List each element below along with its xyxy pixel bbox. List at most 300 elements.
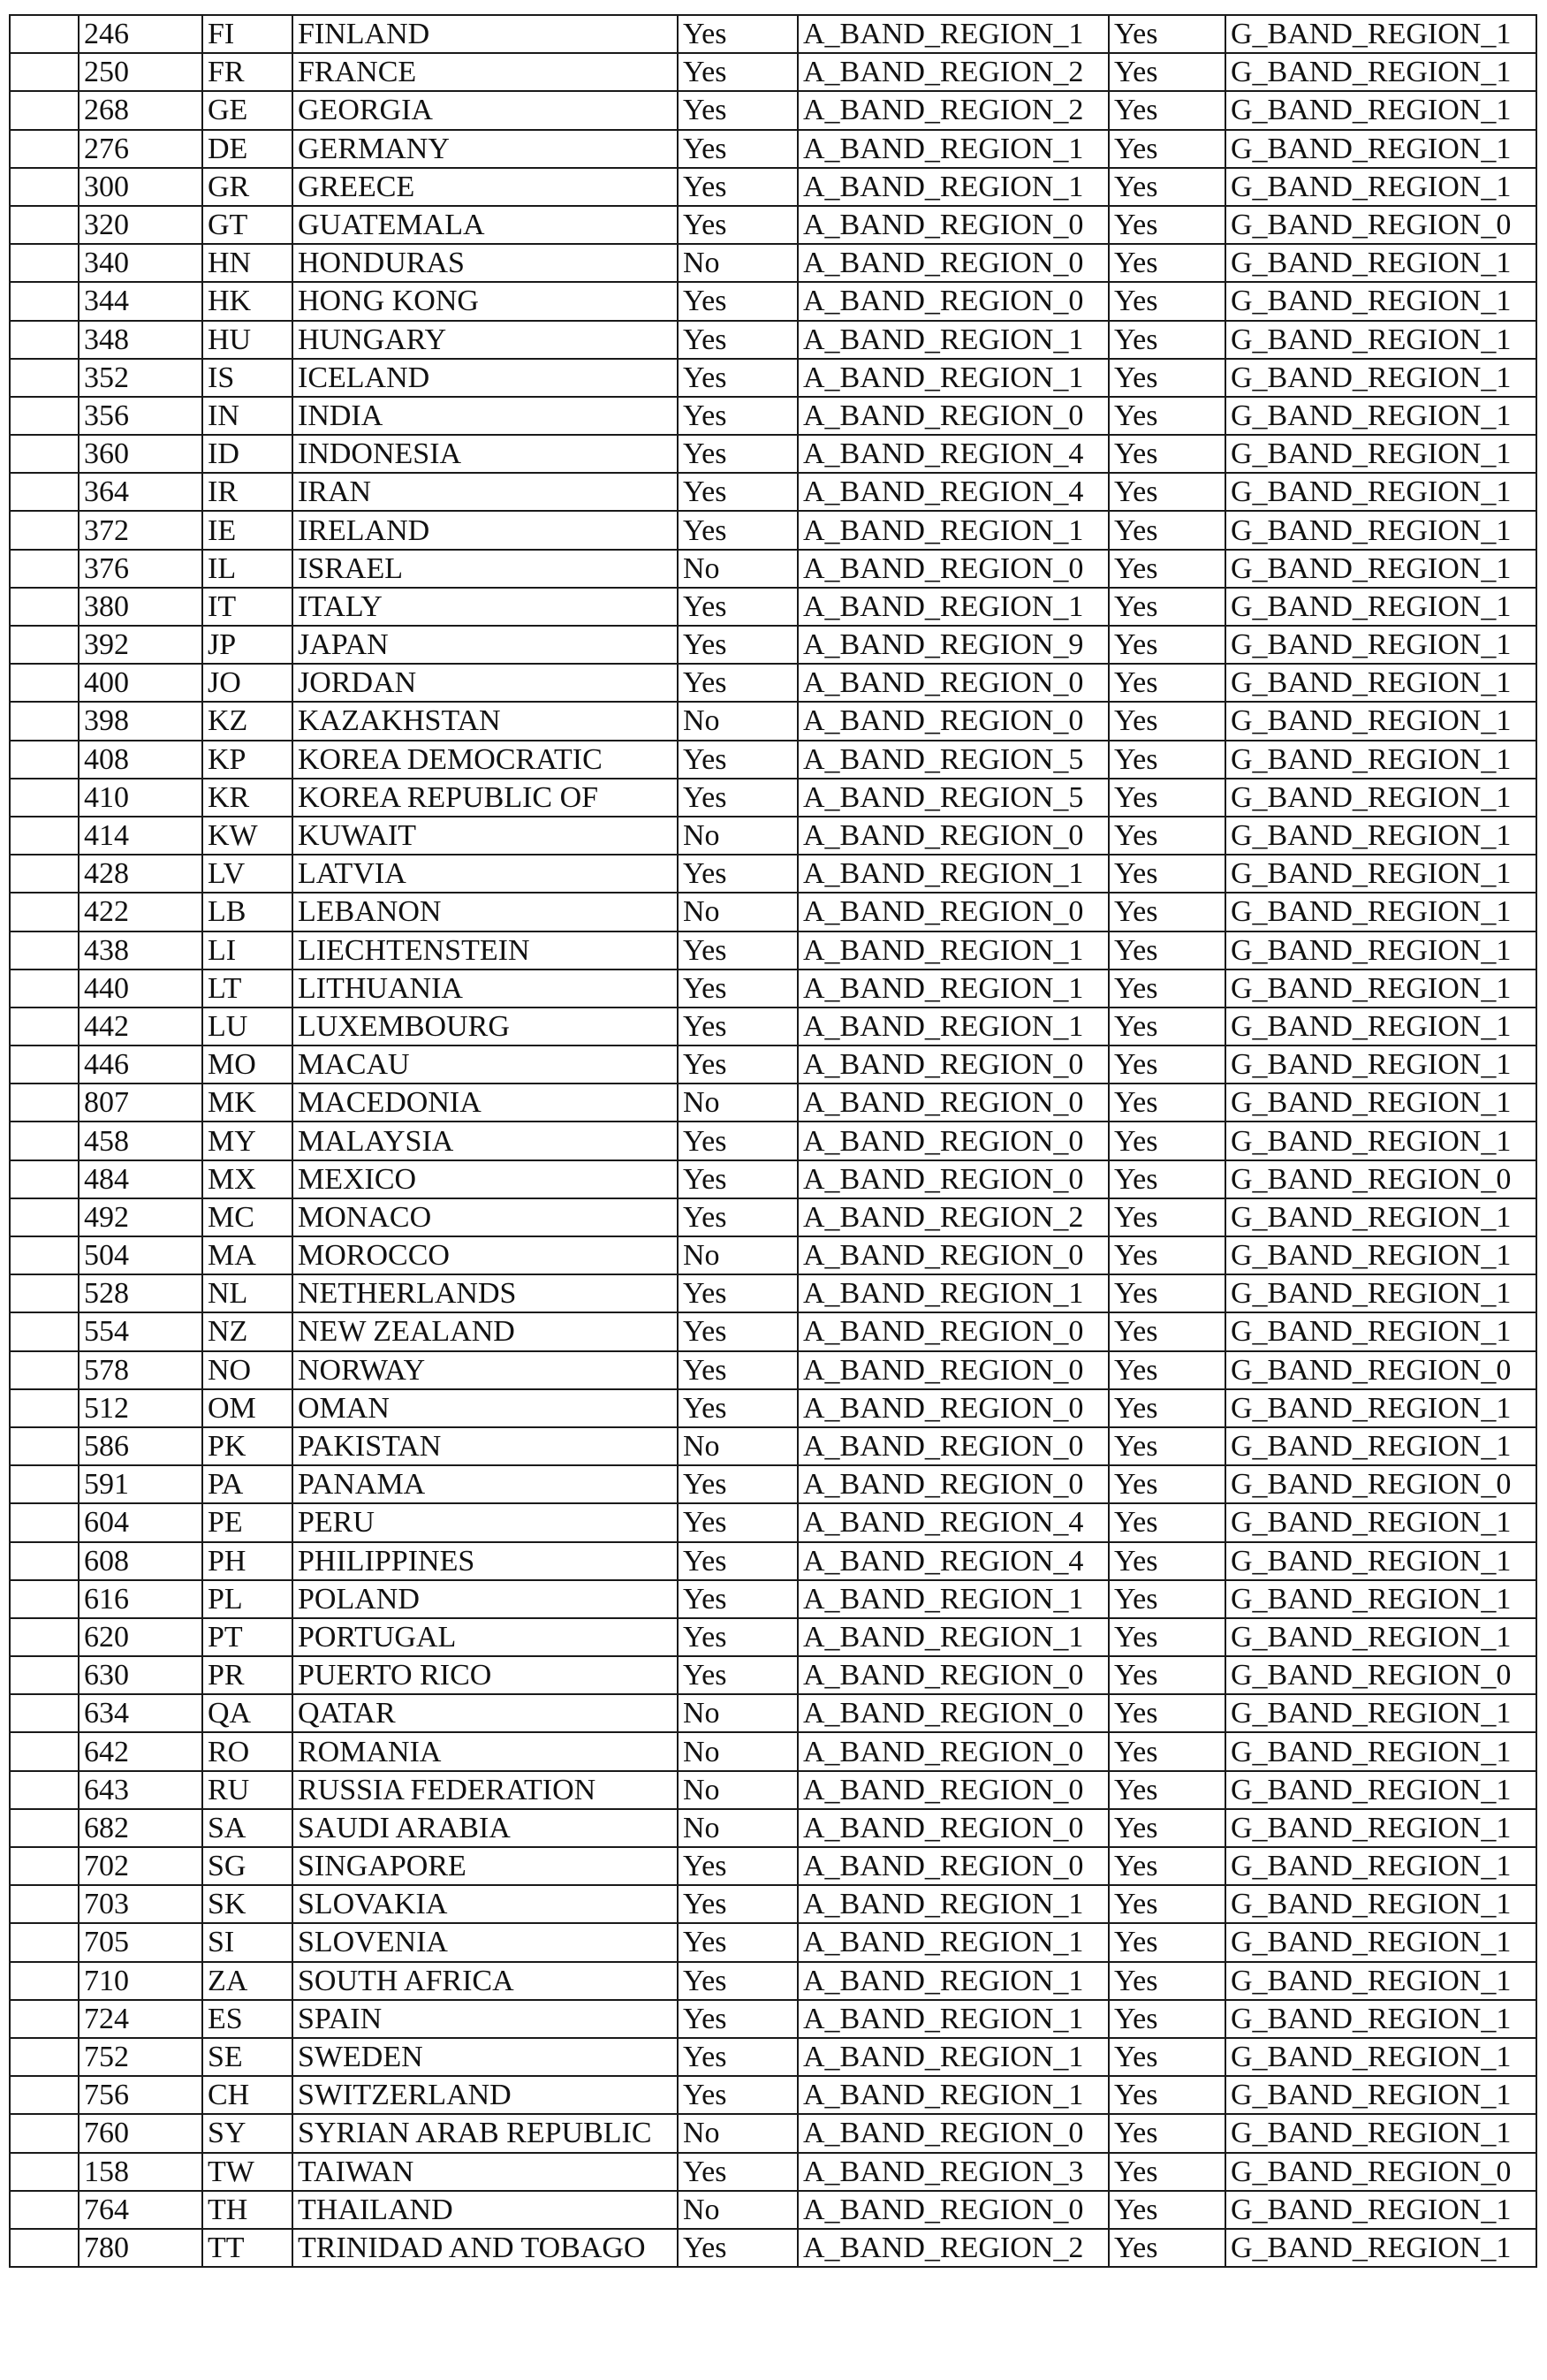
iso-code-cell: RO — [202, 1732, 292, 1770]
a-band-region-cell: A_BAND_REGION_5 — [798, 779, 1109, 817]
g-band-region-cell: G_BAND_REGION_1 — [1225, 1923, 1536, 1961]
g-band-enabled-cell: Yes — [1109, 2153, 1225, 2191]
country-name-cell: FINLAND — [292, 15, 678, 53]
country-code-cell: 504 — [79, 1236, 202, 1274]
a-band-region-cell: A_BAND_REGION_0 — [798, 1694, 1109, 1732]
blank-cell — [10, 1122, 79, 1160]
g-band-region-cell: G_BAND_REGION_1 — [1225, 1847, 1536, 1885]
g-band-enabled-cell: Yes — [1109, 1962, 1225, 2000]
iso-code-cell: TT — [202, 2229, 292, 2267]
country-code-cell: 780 — [79, 2229, 202, 2267]
g-band-enabled-cell: Yes — [1109, 53, 1225, 91]
country-code-cell: 360 — [79, 435, 202, 473]
a-band-enabled-cell: No — [678, 244, 798, 282]
blank-cell — [10, 702, 79, 740]
blank-cell — [10, 511, 79, 549]
a-band-enabled-cell: Yes — [678, 1198, 798, 1236]
country-name-cell: PERU — [292, 1503, 678, 1541]
iso-code-cell: TH — [202, 2191, 292, 2229]
g-band-enabled-cell: Yes — [1109, 1236, 1225, 1274]
country-code-cell: 630 — [79, 1656, 202, 1694]
g-band-region-cell: G_BAND_REGION_1 — [1225, 435, 1536, 473]
blank-cell — [10, 1847, 79, 1885]
blank-cell — [10, 1465, 79, 1503]
iso-code-cell: GR — [202, 168, 292, 206]
g-band-enabled-cell: Yes — [1109, 893, 1225, 931]
g-band-region-cell: G_BAND_REGION_0 — [1225, 1351, 1536, 1389]
iso-code-cell: SG — [202, 1847, 292, 1885]
country-code-cell: 764 — [79, 2191, 202, 2229]
g-band-enabled-cell: Yes — [1109, 2038, 1225, 2076]
country-name-cell: SWEDEN — [292, 2038, 678, 2076]
country-code-cell: 158 — [79, 2153, 202, 2191]
country-code-cell: 458 — [79, 1122, 202, 1160]
a-band-region-cell: A_BAND_REGION_1 — [798, 1618, 1109, 1656]
g-band-enabled-cell: Yes — [1109, 1160, 1225, 1198]
g-band-region-cell: G_BAND_REGION_1 — [1225, 1962, 1536, 2000]
a-band-enabled-cell: Yes — [678, 168, 798, 206]
g-band-region-cell: G_BAND_REGION_1 — [1225, 91, 1536, 129]
blank-cell — [10, 855, 79, 893]
country-name-cell: HUNGARY — [292, 321, 678, 359]
a-band-enabled-cell: Yes — [678, 15, 798, 53]
a-band-region-cell: A_BAND_REGION_0 — [798, 1465, 1109, 1503]
g-band-enabled-cell: Yes — [1109, 931, 1225, 969]
blank-cell — [10, 244, 79, 282]
a-band-region-cell: A_BAND_REGION_5 — [798, 741, 1109, 779]
g-band-region-cell: G_BAND_REGION_1 — [1225, 1389, 1536, 1427]
table-row — [10, 702, 1536, 740]
a-band-enabled-cell: Yes — [678, 2076, 798, 2114]
iso-code-cell: PK — [202, 1427, 292, 1465]
table-row — [10, 2191, 1536, 2229]
g-band-enabled-cell: Yes — [1109, 969, 1225, 1008]
blank-cell — [10, 550, 79, 588]
g-band-enabled-cell: Yes — [1109, 1465, 1225, 1503]
country-code-cell: 703 — [79, 1885, 202, 1923]
iso-code-cell: RU — [202, 1771, 292, 1809]
iso-code-cell: KP — [202, 741, 292, 779]
blank-cell — [10, 15, 79, 53]
iso-code-cell: NO — [202, 1351, 292, 1389]
g-band-enabled-cell: Yes — [1109, 664, 1225, 702]
g-band-region-cell: G_BAND_REGION_1 — [1225, 626, 1536, 664]
a-band-enabled-cell: Yes — [678, 1465, 798, 1503]
iso-code-cell: MY — [202, 1122, 292, 1160]
g-band-region-cell: G_BAND_REGION_0 — [1225, 2153, 1536, 2191]
a-band-region-cell: A_BAND_REGION_0 — [798, 1656, 1109, 1694]
a-band-enabled-cell: Yes — [678, 1351, 798, 1389]
a-band-enabled-cell: Yes — [678, 2000, 798, 2038]
iso-code-cell: IL — [202, 550, 292, 588]
country-name-cell: TAIWAN — [292, 2153, 678, 2191]
table-row — [10, 1656, 1536, 1694]
g-band-region-cell: G_BAND_REGION_1 — [1225, 2229, 1536, 2267]
table-row — [10, 2038, 1536, 2076]
a-band-enabled-cell: Yes — [678, 664, 798, 702]
country-code-cell: 446 — [79, 1046, 202, 1084]
iso-code-cell: JP — [202, 626, 292, 664]
g-band-region-cell: G_BAND_REGION_1 — [1225, 282, 1536, 320]
country-code-cell: 422 — [79, 893, 202, 931]
blank-cell — [10, 397, 79, 435]
g-band-region-cell: G_BAND_REGION_1 — [1225, 511, 1536, 549]
country-name-cell: PHILIPPINES — [292, 1542, 678, 1580]
iso-code-cell: IR — [202, 473, 292, 511]
a-band-enabled-cell: No — [678, 2114, 798, 2152]
a-band-enabled-cell: Yes — [678, 1008, 798, 1046]
a-band-region-cell: A_BAND_REGION_1 — [798, 855, 1109, 893]
country-name-cell: PAKISTAN — [292, 1427, 678, 1465]
a-band-region-cell: A_BAND_REGION_0 — [798, 244, 1109, 282]
iso-code-cell: SY — [202, 2114, 292, 2152]
g-band-region-cell: G_BAND_REGION_1 — [1225, 2191, 1536, 2229]
g-band-region-cell: G_BAND_REGION_1 — [1225, 855, 1536, 893]
country-name-cell: HONDURAS — [292, 244, 678, 282]
table-row — [10, 1198, 1536, 1236]
a-band-region-cell: A_BAND_REGION_0 — [798, 1847, 1109, 1885]
a-band-region-cell: A_BAND_REGION_1 — [798, 588, 1109, 626]
iso-code-cell: NZ — [202, 1312, 292, 1350]
country-code-cell: 348 — [79, 321, 202, 359]
a-band-region-cell: A_BAND_REGION_4 — [798, 473, 1109, 511]
country-name-cell: KAZAKHSTAN — [292, 702, 678, 740]
g-band-region-cell: G_BAND_REGION_1 — [1225, 1046, 1536, 1084]
iso-code-cell: HK — [202, 282, 292, 320]
g-band-enabled-cell: Yes — [1109, 741, 1225, 779]
a-band-region-cell: A_BAND_REGION_1 — [798, 931, 1109, 969]
a-band-enabled-cell: Yes — [678, 1923, 798, 1961]
a-band-enabled-cell: No — [678, 550, 798, 588]
a-band-region-cell: A_BAND_REGION_0 — [798, 1351, 1109, 1389]
a-band-region-cell: A_BAND_REGION_0 — [798, 1084, 1109, 1122]
a-band-enabled-cell: No — [678, 1427, 798, 1465]
table-row — [10, 1923, 1536, 1961]
blank-cell — [10, 1312, 79, 1350]
iso-code-cell: CH — [202, 2076, 292, 2114]
a-band-region-cell: A_BAND_REGION_0 — [798, 893, 1109, 931]
country-code-cell: 634 — [79, 1694, 202, 1732]
a-band-enabled-cell: Yes — [678, 855, 798, 893]
table-row — [10, 664, 1536, 702]
a-band-region-cell: A_BAND_REGION_1 — [798, 168, 1109, 206]
blank-cell — [10, 626, 79, 664]
g-band-enabled-cell: Yes — [1109, 1084, 1225, 1122]
blank-cell — [10, 969, 79, 1008]
g-band-enabled-cell: Yes — [1109, 1503, 1225, 1541]
iso-code-cell: MO — [202, 1046, 292, 1084]
a-band-region-cell: A_BAND_REGION_1 — [798, 321, 1109, 359]
a-band-region-cell: A_BAND_REGION_0 — [798, 1160, 1109, 1198]
blank-cell — [10, 1923, 79, 1961]
a-band-region-cell: A_BAND_REGION_1 — [798, 2076, 1109, 2114]
table-row — [10, 1046, 1536, 1084]
country-code-cell: 438 — [79, 931, 202, 969]
g-band-enabled-cell: Yes — [1109, 626, 1225, 664]
iso-code-cell: DE — [202, 130, 292, 168]
g-band-region-cell: G_BAND_REGION_1 — [1225, 1084, 1536, 1122]
country-code-cell: 710 — [79, 1962, 202, 2000]
iso-code-cell: SA — [202, 1809, 292, 1847]
g-band-region-cell: G_BAND_REGION_1 — [1225, 588, 1536, 626]
a-band-enabled-cell: Yes — [678, 1160, 798, 1198]
a-band-region-cell: A_BAND_REGION_1 — [798, 1580, 1109, 1618]
country-name-cell: GERMANY — [292, 130, 678, 168]
country-code-cell: 512 — [79, 1389, 202, 1427]
iso-code-cell: LU — [202, 1008, 292, 1046]
g-band-region-cell: G_BAND_REGION_1 — [1225, 1312, 1536, 1350]
country-code-cell: 724 — [79, 2000, 202, 2038]
blank-cell — [10, 2000, 79, 2038]
g-band-enabled-cell: Yes — [1109, 1198, 1225, 1236]
country-code-cell: 752 — [79, 2038, 202, 2076]
iso-code-cell: JO — [202, 664, 292, 702]
iso-code-cell: IN — [202, 397, 292, 435]
country-code-cell: 705 — [79, 1923, 202, 1961]
country-code-cell: 380 — [79, 588, 202, 626]
g-band-region-cell: G_BAND_REGION_1 — [1225, 397, 1536, 435]
table-row — [10, 1274, 1536, 1312]
country-name-cell: KUWAIT — [292, 817, 678, 855]
g-band-enabled-cell: Yes — [1109, 588, 1225, 626]
g-band-enabled-cell: Yes — [1109, 244, 1225, 282]
iso-code-cell: KR — [202, 779, 292, 817]
iso-code-cell: SE — [202, 2038, 292, 2076]
table-row — [10, 1465, 1536, 1503]
blank-cell — [10, 817, 79, 855]
country-name-cell: SLOVENIA — [292, 1923, 678, 1961]
g-band-enabled-cell: Yes — [1109, 1771, 1225, 1809]
country-name-cell: HONG KONG — [292, 282, 678, 320]
iso-code-cell: MX — [202, 1160, 292, 1198]
country-name-cell: LATVIA — [292, 855, 678, 893]
iso-code-cell: PH — [202, 1542, 292, 1580]
country-code-cell: 340 — [79, 244, 202, 282]
country-name-cell: SWITZERLAND — [292, 2076, 678, 2114]
g-band-enabled-cell: Yes — [1109, 15, 1225, 53]
a-band-enabled-cell: Yes — [678, 53, 798, 91]
iso-code-cell: LT — [202, 969, 292, 1008]
a-band-region-cell: A_BAND_REGION_1 — [798, 2038, 1109, 2076]
country-code-cell: 250 — [79, 53, 202, 91]
g-band-region-cell: G_BAND_REGION_0 — [1225, 1160, 1536, 1198]
blank-cell — [10, 1046, 79, 1084]
table-row — [10, 1312, 1536, 1350]
g-band-region-cell: G_BAND_REGION_1 — [1225, 969, 1536, 1008]
a-band-region-cell: A_BAND_REGION_0 — [798, 1312, 1109, 1350]
table-row — [10, 435, 1536, 473]
a-band-enabled-cell: Yes — [678, 1274, 798, 1312]
a-band-region-cell: A_BAND_REGION_1 — [798, 2000, 1109, 2038]
g-band-region-cell: G_BAND_REGION_1 — [1225, 1503, 1536, 1541]
g-band-enabled-cell: Yes — [1109, 206, 1225, 244]
g-band-enabled-cell: Yes — [1109, 1618, 1225, 1656]
g-band-region-cell: G_BAND_REGION_1 — [1225, 1618, 1536, 1656]
g-band-enabled-cell: Yes — [1109, 702, 1225, 740]
g-band-enabled-cell: Yes — [1109, 130, 1225, 168]
a-band-enabled-cell: Yes — [678, 321, 798, 359]
a-band-enabled-cell: Yes — [678, 1122, 798, 1160]
iso-code-cell: FR — [202, 53, 292, 91]
country-code-cell: 320 — [79, 206, 202, 244]
table-row — [10, 1732, 1536, 1770]
blank-cell — [10, 1542, 79, 1580]
a-band-enabled-cell: Yes — [678, 91, 798, 129]
a-band-region-cell: A_BAND_REGION_0 — [798, 2191, 1109, 2229]
table-row — [10, 206, 1536, 244]
country-code-cell: 300 — [79, 168, 202, 206]
country-name-cell: NORWAY — [292, 1351, 678, 1389]
iso-code-cell: HN — [202, 244, 292, 282]
a-band-region-cell: A_BAND_REGION_1 — [798, 1962, 1109, 2000]
blank-cell — [10, 931, 79, 969]
a-band-region-cell: A_BAND_REGION_0 — [798, 1809, 1109, 1847]
blank-cell — [10, 1885, 79, 1923]
country-code-cell: 807 — [79, 1084, 202, 1122]
country-code-cell: 268 — [79, 91, 202, 129]
a-band-enabled-cell: Yes — [678, 1503, 798, 1541]
country-code-cell: 528 — [79, 1274, 202, 1312]
g-band-enabled-cell: Yes — [1109, 282, 1225, 320]
blank-cell — [10, 1503, 79, 1541]
g-band-region-cell: G_BAND_REGION_1 — [1225, 1694, 1536, 1732]
country-name-cell: SYRIAN ARAB REPUBLIC — [292, 2114, 678, 2152]
iso-code-cell: PT — [202, 1618, 292, 1656]
country-code-cell: 410 — [79, 779, 202, 817]
country-code-cell: 376 — [79, 550, 202, 588]
a-band-region-cell: A_BAND_REGION_2 — [798, 91, 1109, 129]
table-row — [10, 969, 1536, 1008]
country-code-cell: 492 — [79, 1198, 202, 1236]
a-band-region-cell: A_BAND_REGION_0 — [798, 702, 1109, 740]
table-row — [10, 1084, 1536, 1122]
g-band-enabled-cell: Yes — [1109, 1847, 1225, 1885]
a-band-enabled-cell: Yes — [678, 282, 798, 320]
table-row — [10, 168, 1536, 206]
table-row — [10, 282, 1536, 320]
table-row — [10, 53, 1536, 91]
country-name-cell: ICELAND — [292, 359, 678, 397]
iso-code-cell: SK — [202, 1885, 292, 1923]
country-code-cell: 643 — [79, 1771, 202, 1809]
g-band-enabled-cell: Yes — [1109, 435, 1225, 473]
g-band-enabled-cell: Yes — [1109, 779, 1225, 817]
blank-cell — [10, 130, 79, 168]
g-band-enabled-cell: Yes — [1109, 91, 1225, 129]
blank-cell — [10, 893, 79, 931]
country-name-cell: MEXICO — [292, 1160, 678, 1198]
country-name-cell: SOUTH AFRICA — [292, 1962, 678, 2000]
a-band-region-cell: A_BAND_REGION_1 — [798, 15, 1109, 53]
blank-cell — [10, 321, 79, 359]
blank-cell — [10, 1160, 79, 1198]
a-band-enabled-cell: Yes — [678, 435, 798, 473]
iso-code-cell: KZ — [202, 702, 292, 740]
table-row — [10, 91, 1536, 129]
g-band-enabled-cell: Yes — [1109, 1656, 1225, 1694]
g-band-region-cell: G_BAND_REGION_1 — [1225, 1427, 1536, 1465]
table-row — [10, 741, 1536, 779]
a-band-enabled-cell: Yes — [678, 626, 798, 664]
blank-cell — [10, 2114, 79, 2152]
g-band-region-cell: G_BAND_REGION_1 — [1225, 1008, 1536, 1046]
country-code-cell: 246 — [79, 15, 202, 53]
a-band-enabled-cell: No — [678, 1694, 798, 1732]
country-code-cell: 608 — [79, 1542, 202, 1580]
table-row — [10, 1542, 1536, 1580]
iso-code-cell: ES — [202, 2000, 292, 2038]
a-band-enabled-cell: Yes — [678, 473, 798, 511]
blank-cell — [10, 779, 79, 817]
a-band-region-cell: A_BAND_REGION_0 — [798, 550, 1109, 588]
country-name-cell: RUSSIA FEDERATION — [292, 1771, 678, 1809]
country-name-cell: IRAN — [292, 473, 678, 511]
g-band-region-cell: G_BAND_REGION_1 — [1225, 1236, 1536, 1274]
table-row — [10, 1809, 1536, 1847]
country-name-cell: GEORGIA — [292, 91, 678, 129]
a-band-enabled-cell: Yes — [678, 1046, 798, 1084]
g-band-enabled-cell: Yes — [1109, 817, 1225, 855]
country-name-cell: LITHUANIA — [292, 969, 678, 1008]
g-band-region-cell: G_BAND_REGION_1 — [1225, 2114, 1536, 2152]
iso-code-cell: ID — [202, 435, 292, 473]
g-band-region-cell: G_BAND_REGION_1 — [1225, 2038, 1536, 2076]
table-row — [10, 359, 1536, 397]
blank-cell — [10, 282, 79, 320]
iso-code-cell: PA — [202, 1465, 292, 1503]
a-band-region-cell: A_BAND_REGION_0 — [798, 282, 1109, 320]
a-band-region-cell: A_BAND_REGION_1 — [798, 969, 1109, 1008]
g-band-region-cell: G_BAND_REGION_1 — [1225, 741, 1536, 779]
iso-code-cell: PL — [202, 1580, 292, 1618]
table-row — [10, 1962, 1536, 2000]
g-band-region-cell: G_BAND_REGION_1 — [1225, 1580, 1536, 1618]
a-band-region-cell: A_BAND_REGION_1 — [798, 1923, 1109, 1961]
table-row — [10, 1160, 1536, 1198]
blank-cell — [10, 1198, 79, 1236]
country-code-cell: 760 — [79, 2114, 202, 2152]
a-band-region-cell: A_BAND_REGION_0 — [798, 664, 1109, 702]
country-name-cell: TRINIDAD AND TOBAGO — [292, 2229, 678, 2267]
iso-code-cell: NL — [202, 1274, 292, 1312]
blank-cell — [10, 1618, 79, 1656]
a-band-region-cell: A_BAND_REGION_0 — [798, 1122, 1109, 1160]
iso-code-cell: GE — [202, 91, 292, 129]
a-band-region-cell: A_BAND_REGION_4 — [798, 1503, 1109, 1541]
blank-cell — [10, 1732, 79, 1770]
country-name-cell: GREECE — [292, 168, 678, 206]
iso-code-cell: PR — [202, 1656, 292, 1694]
country-code-cell: 400 — [79, 664, 202, 702]
country-name-cell: LIECHTENSTEIN — [292, 931, 678, 969]
g-band-enabled-cell: Yes — [1109, 1351, 1225, 1389]
a-band-enabled-cell: Yes — [678, 1847, 798, 1885]
table-row — [10, 1122, 1536, 1160]
country-code-cell: 484 — [79, 1160, 202, 1198]
blank-cell — [10, 1809, 79, 1847]
g-band-region-cell: G_BAND_REGION_1 — [1225, 1198, 1536, 1236]
country-code-cell: 642 — [79, 1732, 202, 1770]
country-name-cell: ISRAEL — [292, 550, 678, 588]
a-band-enabled-cell: Yes — [678, 359, 798, 397]
table-row — [10, 1885, 1536, 1923]
country-name-cell: MONACO — [292, 1198, 678, 1236]
a-band-region-cell: A_BAND_REGION_0 — [798, 1236, 1109, 1274]
g-band-region-cell: G_BAND_REGION_0 — [1225, 1656, 1536, 1694]
country-code-cell: 586 — [79, 1427, 202, 1465]
a-band-region-cell: A_BAND_REGION_1 — [798, 359, 1109, 397]
a-band-enabled-cell: Yes — [678, 2229, 798, 2267]
